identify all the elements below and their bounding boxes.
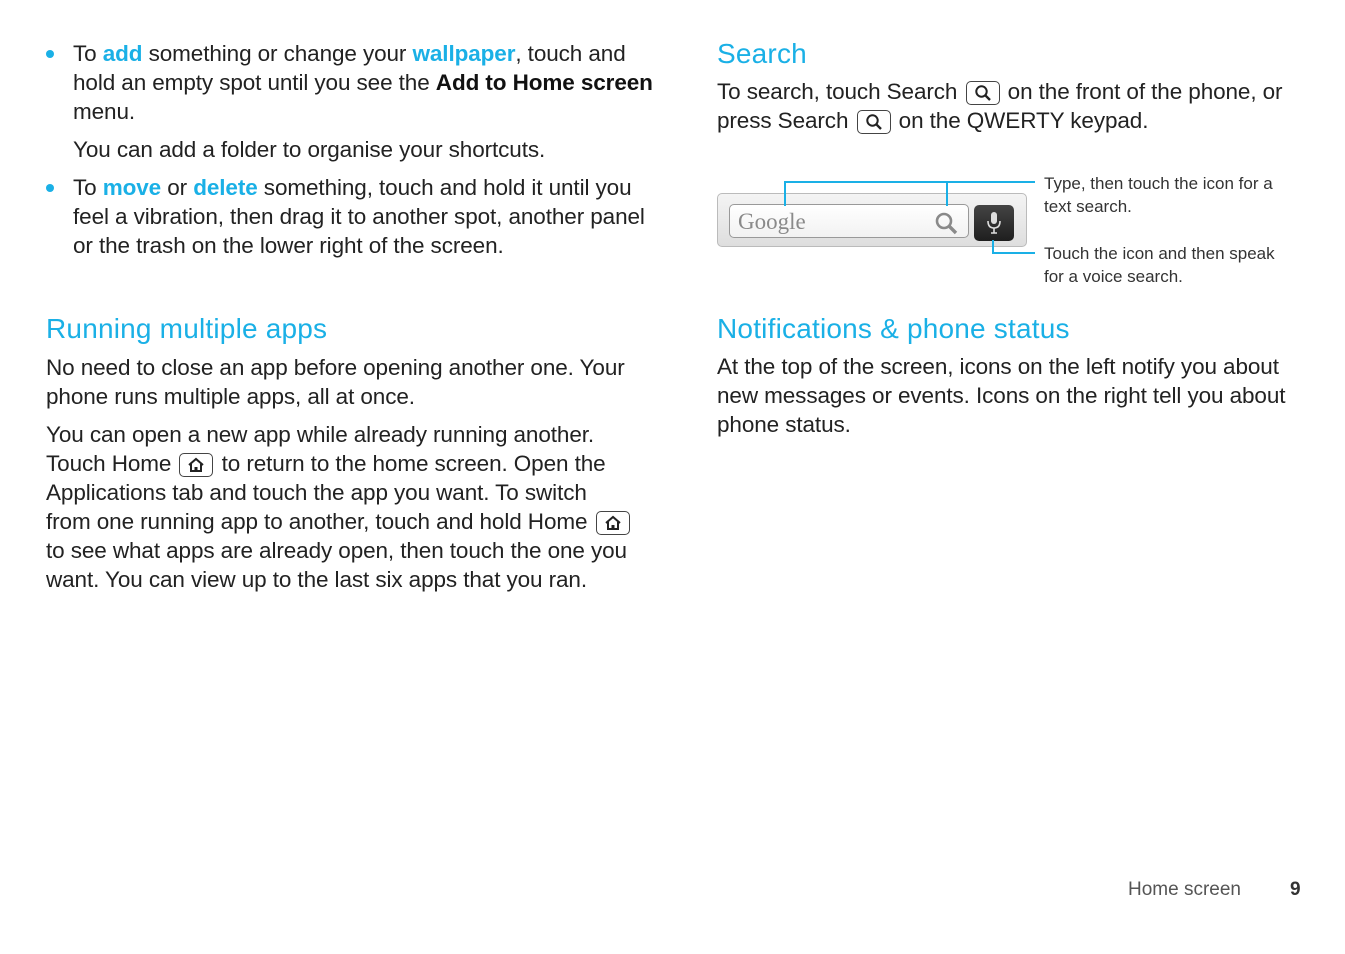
page-number: 9	[1290, 879, 1301, 900]
search-widget	[717, 193, 1027, 247]
keyword-wallpaper: wallpaper	[412, 41, 516, 66]
text-span: on the front of the phone, or press Search	[717, 79, 1283, 133]
home-icon	[179, 453, 213, 477]
running-para-1: No need to close an app before opening another one. Your phone runs multiple apps, all at once.	[46, 355, 625, 409]
bullet-add-text	[73, 39, 663, 126]
text-span: To	[73, 175, 103, 200]
search-widget-figure	[717, 172, 1317, 292]
footer-section-name: Home screen	[1128, 879, 1241, 900]
text-span: You can open a new app while already running another. Touch Home	[46, 422, 595, 476]
callout-text-search: Type, then touch the icon for a text search.	[1044, 174, 1273, 216]
keyword-move: move	[102, 175, 162, 200]
keyword-delete: delete	[193, 175, 258, 200]
search-icon[interactable]	[934, 211, 958, 235]
heading-notifications: Notifications & phone status	[717, 313, 1070, 344]
callout-voice-search: Touch the icon and then speak for a voice search.	[1044, 244, 1275, 286]
search-para	[717, 77, 1307, 135]
text-span: to return to the home screen. Open the Applications tab and touch the app you want. To switch from one running app to another, touch and hold Home	[46, 451, 606, 534]
text-span: something or change your	[142, 41, 413, 66]
bullet-icon	[46, 50, 54, 58]
folder-note: You can add a folder to organise your shortcuts.	[73, 137, 546, 162]
menu-name-add-to-home: Add to Home screen	[435, 70, 653, 95]
bullet-move-text	[73, 173, 663, 260]
search-icon	[857, 110, 891, 134]
text-span: something, touch and hold it until you feel a vibration, then drag it to another spot, another panel or the trash on the lower right of the screen.	[73, 175, 645, 258]
home-icon	[596, 511, 630, 535]
callout-line-text	[784, 181, 1035, 183]
google-logo: Google	[738, 209, 806, 234]
bullet-icon	[46, 184, 54, 192]
text-span: menu.	[73, 99, 136, 124]
search-icon	[966, 81, 1000, 105]
text-span: To	[73, 41, 103, 66]
bullet-move-delete	[46, 173, 663, 260]
notifications-para: At the top of the screen, icons on the left notify you about new messages or events. Icons on the right tell you about phone status.	[717, 354, 1286, 437]
text-span: to see what apps are already open, then touch the one you want. You can view up to the last six apps that you ran.	[46, 538, 627, 592]
microphone-icon	[986, 211, 1002, 235]
search-text-field[interactable]	[729, 204, 969, 238]
bullet-add-wallpaper	[46, 39, 663, 126]
running-para-2	[46, 420, 636, 594]
heading-running-apps: Running multiple apps	[46, 313, 328, 344]
text-span: on the QWERTY keypad.	[892, 108, 1149, 133]
text-span: , touch and hold an empty spot until you see the	[73, 41, 626, 95]
text-span: or	[161, 175, 194, 200]
keyword-add: add	[102, 41, 143, 66]
text-span: To search, touch Search	[717, 79, 964, 104]
callout-line-text	[784, 181, 786, 206]
callout-line-voice	[992, 252, 1035, 254]
callout-line-text	[946, 181, 948, 206]
heading-search: Search	[717, 38, 807, 69]
voice-search-button[interactable]	[974, 205, 1014, 241]
